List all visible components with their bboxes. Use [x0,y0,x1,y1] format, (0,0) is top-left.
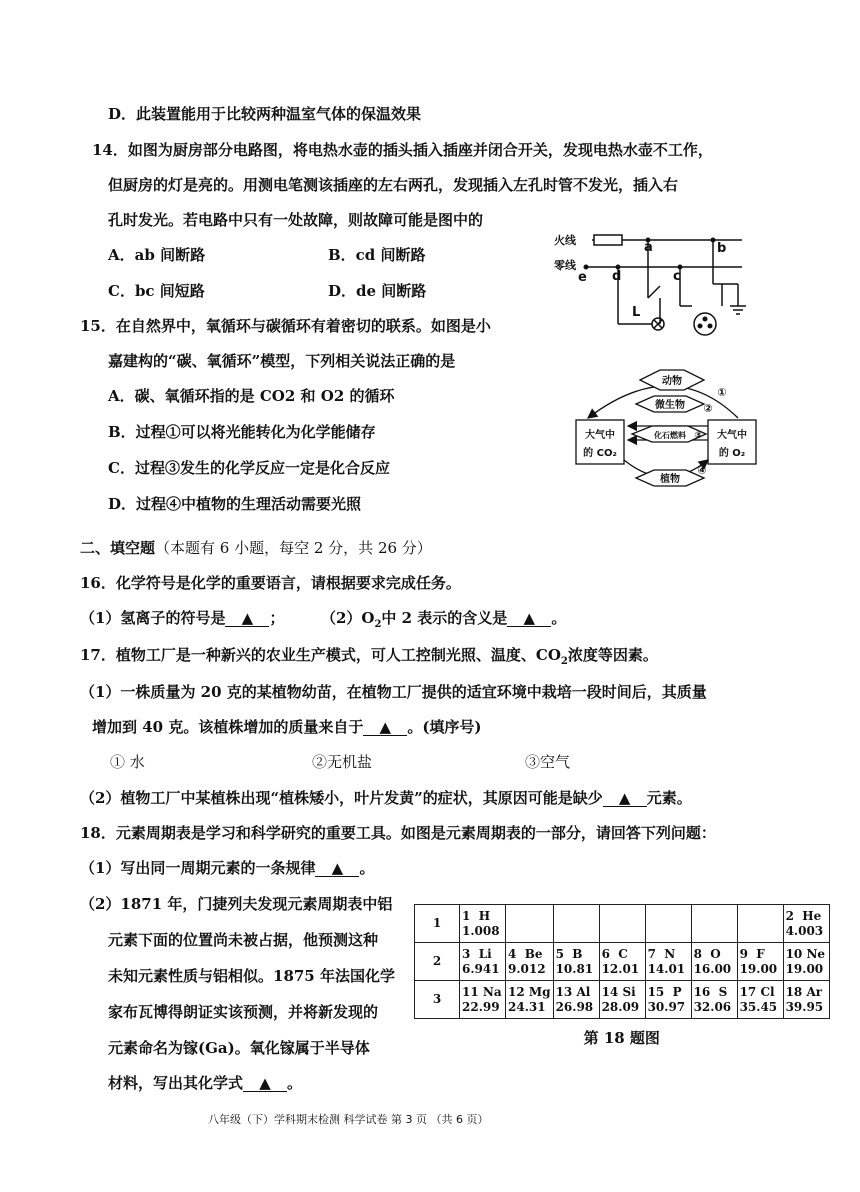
element-symbol: 11 Na [462,984,502,999]
element-mass: 28.09 [601,999,640,1014]
element-mass: 32.06 [693,999,732,1014]
element-mass: 9.012 [508,961,546,976]
element-symbol: 9 F [739,946,765,961]
q14-stem-line1: 14．如图为厨房部分电路图，将电热水壶的插头插入插座并闭合开关，发现电热水壶不工作， [92,141,713,159]
element-cell [460,981,506,1019]
empty-cell [645,905,691,943]
periodic-table-figure [414,904,830,1048]
empty-cell [737,905,783,943]
cycle-process-3: ③ [694,431,702,441]
element-cell [783,905,829,943]
q14-stem-line3: 孔时发光。若电路中只有一处故障，则故障可能是图中的 [108,211,484,229]
element-cell [506,981,554,1019]
q17-stem-subscript: 2 [560,656,568,667]
q17-part1-line1: （1）一株质量为 20 克的某植物幼苗，在植物工厂提供的适宜环境中栽培一段时间后，其质量 [80,683,707,701]
q17-part1-blank: ▲ [363,719,407,736]
empty-cell [691,905,737,943]
element-cell [783,943,829,981]
element-mass: 1.008 [462,923,500,938]
cycle-microbe-label: 微生物 [655,400,685,411]
element-symbol: 10 Ne [785,946,826,961]
q17-part2 [80,788,692,808]
circuit-diagram [552,224,762,342]
cycle-o2-line2: 的 O₂ [718,448,746,459]
periodic-table-row [415,943,830,981]
element-symbol: 8 O [693,946,721,961]
q18-part2-line6 [108,1073,302,1093]
element-mass: 39.95 [785,999,824,1014]
q16-part2-subscript: 2 [374,619,382,630]
q17-stem-text: 17．植物工厂是一种新兴的农业生产模式，可人工控制光照、温度、CO [80,646,561,664]
cycle-co2-line2: 的 CO₂ [583,448,617,459]
carbon-oxygen-cycle-diagram [562,364,770,500]
element-symbol: 5 B [555,946,583,961]
empty-cell [599,905,645,943]
q15-option-c: C．过程③发生的化学反应一定是化合反应 [108,459,390,477]
element-mass: 26.98 [555,999,594,1014]
element-mass: 12.01 [601,961,640,976]
element-mass: 35.45 [739,999,778,1014]
element-symbol: 4 Be [508,946,543,961]
circuit-point-e: e [578,270,587,285]
section2-note: （本题有 6 小题，每空 2 分，共 26 分） [155,539,432,557]
element-mass: 16.00 [693,961,732,976]
q17-option-1: ① 水 [110,753,145,771]
cycle-co2-line1: 大气中 [585,430,615,441]
cycle-process-2: ② [703,402,713,415]
element-cell [645,943,691,981]
period-number: 1 [415,905,460,943]
element-mass: 10.81 [555,961,594,976]
circuit-point-b: b [717,241,727,256]
q16-part2-text: （2）O [320,609,375,627]
circuit-point-d: d [612,269,622,284]
element-cell [737,981,783,1019]
element-symbol: 17 Cl [739,984,775,999]
element-cell [506,943,554,981]
element-symbol: 3 Li [462,946,492,961]
element-symbol: 18 Ar [785,984,823,999]
element-symbol: 2 He [785,908,822,923]
cycle-fossil-label: 化石燃料 [654,431,686,440]
q16-part1-text: （1）氢离子的符号是 [80,609,226,627]
element-cell [460,943,506,981]
q14-option-c: C．bc 间短路 [108,282,205,300]
q18-part2-line1: （2）1871 年，门捷列夫发现元素周期表中铝 [80,895,393,913]
element-cell [599,943,645,981]
q17-option-3: ③空气 [525,753,571,771]
element-cell [783,981,829,1019]
q14-option-a: A．ab 间断路 [108,246,206,264]
periodic-table [414,904,830,1019]
q17-part2-text: （2）植物工厂中某植株出现“植株矮小，叶片发黄”的症状，其原因可能是缺少 [80,789,603,807]
empty-cell [506,905,554,943]
element-cell [553,943,599,981]
q17-part1-text: 增加到 40 克。该植株增加的质量来自于 [92,718,364,736]
element-symbol: 13 Al [555,984,591,999]
element-mass: 6.941 [462,961,500,976]
q15-option-b: B．过程①可以将光能转化为化学能储存 [108,423,376,441]
element-mass: 24.31 [508,999,546,1014]
element-symbol: 16 S [693,984,728,999]
element-symbol: 1 H [462,908,491,923]
q18-part1-end: 。 [359,859,375,877]
q18-part1 [80,858,374,878]
cycle-animal-label: 动物 [662,376,682,387]
element-mass: 14.01 [647,961,686,976]
periodic-table-caption: 第 18 题图 [583,1029,660,1047]
section2-heading [80,538,432,558]
element-mass: 19.00 [739,961,778,976]
element-mass: 30.97 [647,999,686,1014]
q17-part2-blank: ▲ [603,790,647,807]
cycle-o2-line1: 大气中 [717,430,747,441]
q15-option-d: D．过程④中植物的生理活动需要光照 [108,495,362,513]
q18-part2-line4: 家布瓦博得朗证实该预测，并将新发现的 [108,1003,379,1021]
q18-part1-blank: ▲ [315,860,359,877]
element-cell [599,981,645,1019]
circuit-live-label: 火线 [554,234,576,247]
q16-part1-and-2 [80,608,566,635]
q18-part2-line5: 元素命名为镓(Ga)。氧化镓属于半导体 [108,1039,370,1057]
q13-option-d: D．此装置能用于比较两种温室气体的保温效果 [108,105,422,123]
section2-label: 二、填空题 [80,539,156,557]
q16-part2-end: 。 [551,609,567,627]
element-cell [645,981,691,1019]
cycle-process-1: ① [717,386,727,399]
q14-stem-line2: 但厨房的灯是亮的。用测电笔测该插座的左右两孔，发现插入左孔时管不发光，插入右 [108,176,679,194]
q15-option-a: A．碳、氧循环指的是 CO2 和 O2 的循环 [108,387,395,405]
element-symbol: 14 Si [601,984,636,999]
q17-option-2: ②无机盐 [312,753,373,771]
element-symbol: 15 P [647,984,682,999]
element-symbol: 6 C [601,946,628,961]
q14-option-d: D．de 间断路 [328,282,427,300]
q17-part2-end: 元素。 [646,789,692,807]
element-symbol: 12 Mg [508,984,551,999]
q16-part2-blank: ▲ [507,610,551,627]
element-cell [737,943,783,981]
element-cell [691,981,737,1019]
q16-part2-text2: 中 2 表示的含义是 [381,609,508,627]
element-mass: 4.003 [785,923,824,938]
q18-part2-end: 。 [287,1074,303,1092]
q18-part2-line3: 未知元素性质与铝相似。1875 年法国化学 [108,967,395,985]
circuit-point-c: c [673,269,681,284]
page-footer: 八年级（下）学科期末检测 科学试卷 第 3 页 （共 6 页） [208,1113,489,1126]
q17-part1-line2 [92,717,482,737]
circuit-lamp-label: L [632,305,641,320]
cycle-process-4: ④ [697,464,707,477]
q14-option-b: B．cd 间断路 [328,246,426,264]
period-number: 3 [415,981,460,1019]
q18-stem: 18．元素周期表是学习和科学研究的重要工具。如图是元素周期表的一部分，请回答下列问题： [80,824,716,842]
element-mass: 19.00 [785,961,824,976]
q15-stem-line2: 嘉建构的“碳、氧循环”模型，下列相关说法正确的是 [108,352,456,370]
element-cell [691,943,737,981]
q16-part1-blank: ▲ [225,610,269,627]
q17-stem-end: 浓度等因素。 [567,646,658,664]
q15-stem-line1: 15．在自然界中，氧循环与碳循环有着密切的联系。如图是小 [80,317,491,335]
q18-part2-last-text: 材料，写出其化学式 [108,1074,244,1092]
periodic-table-row [415,905,830,943]
q18-part1-text: （1）写出同一周期元素的一条规律 [80,859,316,877]
empty-cell [553,905,599,943]
q16-stem: 16．化学符号是化学的重要语言，请根据要求完成任务。 [80,574,461,592]
period-number: 2 [415,943,460,981]
q17-part1-end: 。(填序号) [407,718,482,736]
q16-part1-end: ； [269,609,285,627]
circuit-neutral-label: 零线 [554,259,576,272]
element-symbol: 7 N [647,946,676,961]
periodic-table-row [415,981,830,1019]
q18-part2-blank: ▲ [243,1075,287,1092]
element-cell [460,905,506,943]
q18-part2-line2: 元素下面的位置尚未被占据，他预测这种 [108,931,379,949]
element-cell [553,981,599,1019]
circuit-point-a: a [644,240,653,255]
cycle-plant-label: 植物 [660,474,680,485]
element-mass: 22.99 [462,999,500,1014]
q17-stem [80,645,658,672]
